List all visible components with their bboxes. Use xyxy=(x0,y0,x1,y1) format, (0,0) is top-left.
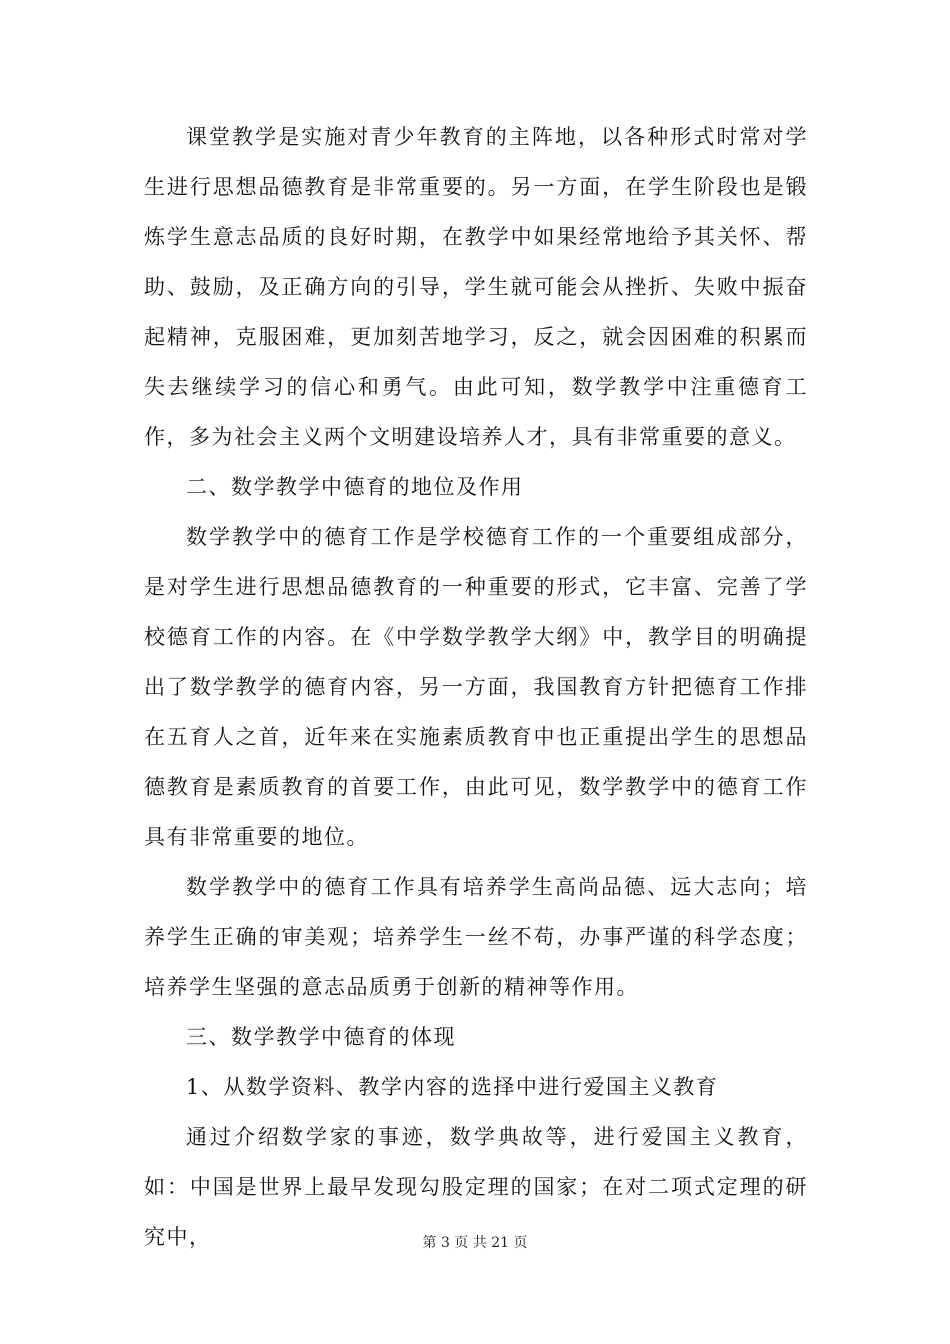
document-body xyxy=(144,112,808,1262)
paragraph-functions: 数学教学中的德育工作具有培养学生高尚品德、远大志向；培养学生正确的审美观；培养学生一丝不苟，办事严谨的科学态度；培养学生坚强的意志品质勇于创新的精神等作用。 xyxy=(144,875,808,999)
subsection-heading-1: 1、从数学资料、教学内容的选择中进行爱国主义教育 xyxy=(186,1075,719,1099)
paragraph-patriotism: 通过介绍数学家的事迹，数学典故等，进行爱国主义教育，如：中国是世界上最早发现勾股定理的国家；在对二项式定理的研究中， xyxy=(144,1125,808,1249)
section-heading-3: 三、数学教学中德育的体现 xyxy=(186,1025,456,1049)
paragraph-status: 数学教学中的德育工作是学校德育工作的一个重要组成部分，是对学生进行思想品德教育的一种重要的形式，它丰富、完善了学校德育工作的内容。在《中学数学教学大纲》中，教学目的明确提出了数学教学的德育内容，另一方面，我国教育方针把德育工作排在五育人之首，近年来在实施素质教育中也正重提出学生的思想品德教育是素质教育的首要工作，由此可见，数学教学中的德育工作具有非常重要的地位。 xyxy=(144,525,808,849)
paragraph-intro: 课堂教学是实施对青少年教育的主阵地，以各种形式时常对学生进行思想品德教育是非常重要的。另一方面，在学生阶段也是锻炼学生意志品质的良好时期，在教学中如果经常地给予其关怀、帮助、鼓励，及正确方向的引导，学生就可能会从挫折、失败中振奋起精神，克服困难，更加刻苦地学习，反之，就会因困难的积累而失去继续学习的信心和勇气。由此可知，数学教学中注重德育工作，多为社会主义两个文明建设培养人才，具有非常重要的意义。 xyxy=(144,125,808,449)
page-footer: 第 3 页 共 21 页 xyxy=(422,1235,528,1251)
section-heading-2: 二、数学教学中德育的地位及作用 xyxy=(186,475,524,499)
